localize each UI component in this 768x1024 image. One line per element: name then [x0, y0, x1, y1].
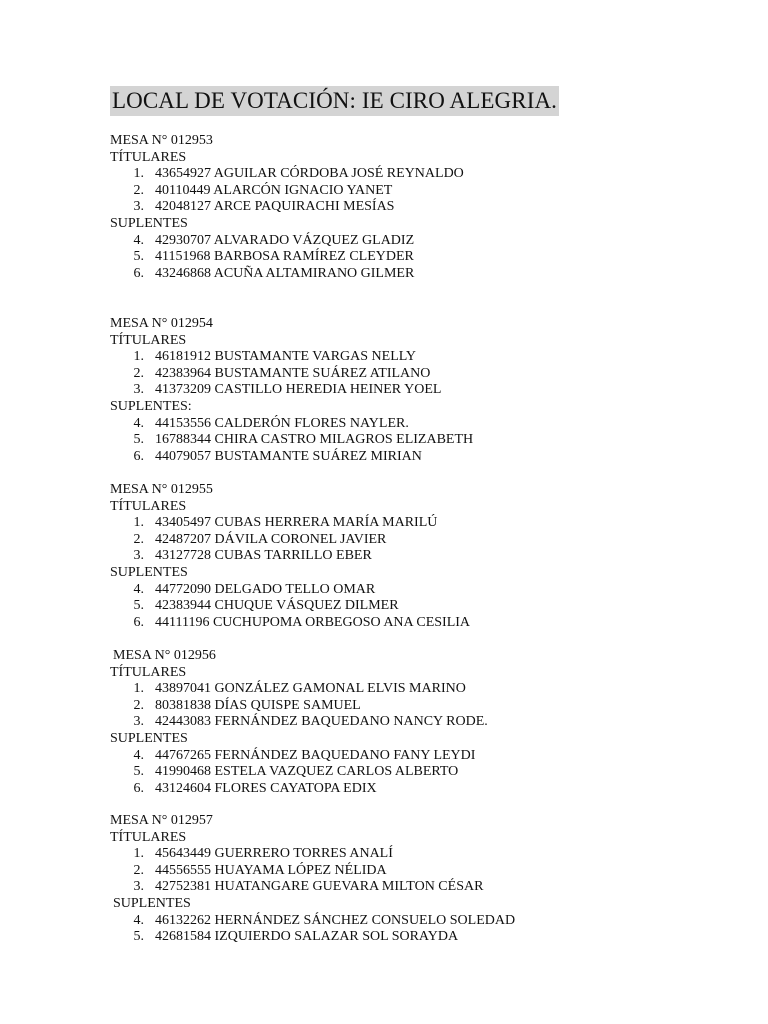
item-text: 44079057 BUSTAMANTE SUÁREZ MIRIAN	[155, 448, 422, 464]
mesa-header: MESA N° 012954	[110, 316, 213, 331]
mesa-header: MESA N° 012957	[110, 813, 213, 828]
list-item	[0, 366, 768, 383]
mesa-header: MESA N° 012955	[110, 482, 213, 497]
suplentes-label: SUPLENTES	[110, 215, 188, 231]
titulares-label: TÍTULARES	[110, 664, 187, 680]
item-text: 44772090 DELGADO TELLO OMAR	[155, 581, 376, 597]
item-text: 46181912 BUSTAMANTE VARGAS NELLY	[155, 349, 417, 365]
list-item	[0, 449, 768, 466]
list-item	[0, 913, 768, 930]
titulares-label: TÍTULARES	[110, 149, 187, 165]
item-number: 3.	[133, 382, 144, 398]
list-item	[0, 416, 768, 433]
item-text: 41151968 BARBOSA RAMÍREZ CLEYDER	[155, 249, 414, 265]
item-text: 42443083 FERNÁNDEZ BAQUEDANO NANCY RODE.	[155, 714, 488, 730]
item-text: 40110449 ALARCÓN IGNACIO YANET	[155, 182, 393, 198]
item-number: 2.	[133, 531, 144, 547]
item-text: 45643449 GUERRERO TORRES ANALÍ	[155, 846, 393, 862]
item-number: 3.	[133, 199, 144, 215]
list-item	[0, 598, 768, 615]
list-item	[0, 615, 768, 632]
item-text: 41373209 CASTILLO HEREDIA HEINER YOEL	[155, 382, 442, 398]
list-item	[0, 515, 768, 532]
item-number: 4.	[133, 415, 144, 431]
item-number: 4.	[133, 581, 144, 597]
item-text: 42048127 ARCE PAQUIRACHI MESÍAS	[155, 199, 395, 215]
list-item	[0, 748, 768, 765]
list-item	[0, 249, 768, 266]
item-number: 6.	[133, 614, 144, 630]
list-item	[0, 879, 768, 896]
list-item	[0, 166, 768, 183]
suplentes-label: SUPLENTES	[110, 564, 188, 580]
list-item	[0, 681, 768, 698]
item-number: 5.	[133, 249, 144, 265]
list-item	[0, 382, 768, 399]
item-number: 1.	[133, 515, 144, 531]
item-text: 16788344 CHIRA CASTRO MILAGROS ELIZABETH	[155, 432, 474, 448]
item-number: 5.	[133, 929, 144, 945]
item-text: 44153556 CALDERÓN FLORES NAYLER.	[155, 415, 409, 431]
mesa-header: MESA N° 012956	[113, 648, 216, 663]
item-number: 6.	[133, 448, 144, 464]
item-text: 43897041 GONZÁLEZ GAMONAL ELVIS MARINO	[155, 681, 466, 697]
item-number: 1.	[133, 166, 144, 182]
list-item	[0, 929, 768, 946]
item-number: 5.	[133, 598, 144, 614]
list-item	[0, 863, 768, 880]
list-item	[0, 532, 768, 549]
suplentes-label: SUPLENTES:	[110, 398, 192, 414]
mesa-section	[0, 316, 768, 465]
suplentes-label: SUPLENTES	[110, 730, 188, 746]
mesa-section	[0, 813, 768, 946]
item-number: 2.	[133, 697, 144, 713]
item-text: 42383944 CHUQUE VÁSQUEZ DILMER	[155, 598, 399, 614]
item-text: 42681584 IZQUIERDO SALAZAR SOL SORAYDA	[155, 929, 459, 945]
item-text: 43654927 AGUILAR CÓRDOBA JOSÉ REYNALDO	[155, 166, 464, 182]
item-number: 1.	[133, 846, 144, 862]
item-text: 42930707 ALVARADO VÁZQUEZ GLADIZ	[155, 232, 415, 248]
mesa-section	[0, 133, 768, 282]
item-number: 6.	[133, 780, 144, 796]
item-number: 2.	[133, 862, 144, 878]
item-number: 4.	[133, 232, 144, 248]
item-text: 43405497 CUBAS HERRERA MARÍA MARILÚ	[155, 515, 438, 531]
item-number: 5.	[133, 764, 144, 780]
titulares-label: TÍTULARES	[110, 829, 187, 845]
item-text: 44556555 HUAYAMA LÓPEZ NÉLIDA	[155, 862, 387, 878]
suplentes-label: SUPLENTES	[113, 895, 191, 911]
page-title: LOCAL DE VOTACIÓN: IE CIRO ALEGRIA.	[110, 86, 559, 116]
list-item	[0, 764, 768, 781]
item-number: 4.	[133, 912, 144, 928]
list-item	[0, 582, 768, 599]
list-item	[0, 781, 768, 798]
list-item	[0, 698, 768, 715]
item-number: 6.	[133, 265, 144, 281]
mesa-header: MESA N° 012953	[110, 133, 213, 148]
list-item	[0, 714, 768, 731]
list-item	[0, 183, 768, 200]
mesa-section	[0, 648, 768, 797]
item-text: 41990468 ESTELA VAZQUEZ CARLOS ALBERTO	[155, 764, 459, 780]
item-text: 42487207 DÁVILA CORONEL JAVIER	[155, 531, 387, 547]
item-number: 5.	[133, 432, 144, 448]
item-number: 4.	[133, 747, 144, 763]
item-number: 3.	[133, 548, 144, 564]
item-text: 43127728 CUBAS TARRILLO EBER	[155, 548, 372, 564]
list-item	[0, 846, 768, 863]
titulares-label: TÍTULARES	[110, 498, 187, 514]
titulares-label: TÍTULARES	[110, 332, 187, 348]
item-text: 46132262 HERNÁNDEZ SÁNCHEZ CONSUELO SOLEDAD	[155, 912, 516, 928]
item-number: 2.	[133, 182, 144, 198]
item-text: 42383964 BUSTAMANTE SUÁREZ ATILANO	[155, 365, 431, 381]
list-item	[0, 432, 768, 449]
item-text: 42752381 HUATANGARE GUEVARA MILTON CÉSAR	[155, 879, 484, 895]
mesa-section	[0, 482, 768, 631]
item-text: 43246868 ACUÑA ALTAMIRANO GILMER	[155, 265, 415, 281]
list-item	[0, 199, 768, 216]
item-number: 1.	[133, 681, 144, 697]
list-item	[0, 266, 768, 283]
list-item	[0, 349, 768, 366]
item-text: 43124604 FLORES CAYATOPA EDIX	[155, 780, 377, 796]
item-number: 1.	[133, 349, 144, 365]
item-text: 44767265 FERNÁNDEZ BAQUEDANO FANY LEYDI	[155, 747, 476, 763]
item-text: 80381838 DÍAS QUISPE SAMUEL	[155, 697, 361, 713]
list-item	[0, 548, 768, 565]
item-text: 44111196 CUCHUPOMA ORBEGOSO ANA CESILIA	[155, 614, 471, 630]
item-number: 2.	[133, 365, 144, 381]
list-item	[0, 233, 768, 250]
item-number: 3.	[133, 714, 144, 730]
item-number: 3.	[133, 879, 144, 895]
